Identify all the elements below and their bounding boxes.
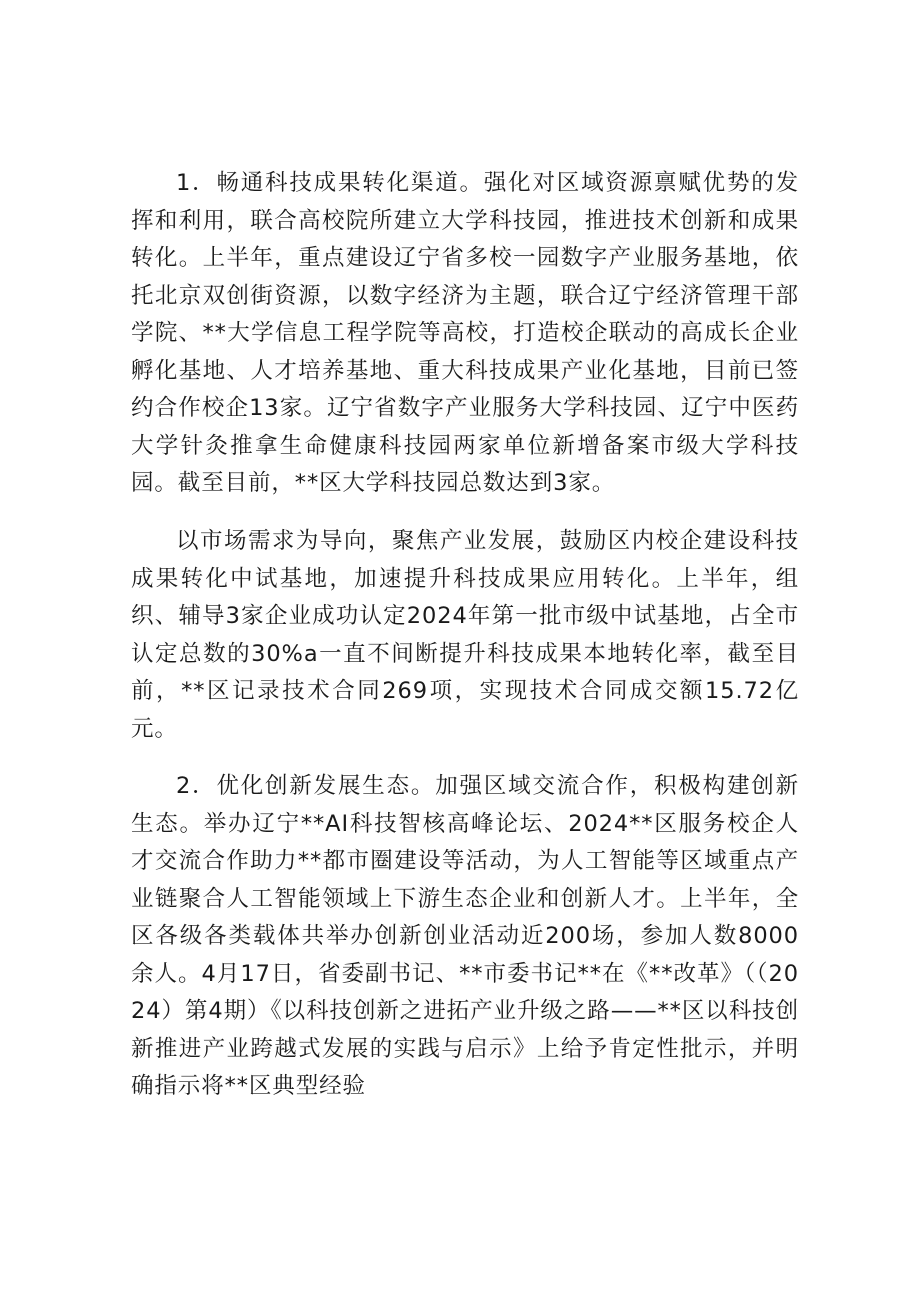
paragraph-tech-transfer-channels: 1．畅通科技成果转化渠道。强化对区域资源禀赋优势的发挥和利用，联合高校院所建立大学科技园，推进技术创新和成果转化。上半年，重点建设辽宁省多校一园数字产业服务基地，依托北京双创街资源，以数字经济为主题，联合辽宁经济管理干部学院、**大学信息工程学院等高校，打造校企联动的高成长企业孵化基地、人才培养基地、重大科技成果产业化基地，目前已签约合作校企13家。辽宁省数字产业服务大学科技园、辽宁中医药大学针灸推拿生命健康科技园两家单位新增备案市级大学科技园。截至目前，**区大学科技园总数达到3家。 [131, 170, 799, 496]
paragraph-market-demand: 以市场需求为导向，聚焦产业发展，鼓励区内校企建设科技成果转化中试基地，加速提升科技成果应用转化。上半年，组织、辅导3家企业成功认定2024年第一批市级中试基地，占全市认定总数的30%a一直不间断提升科技成果本地转化率，截至目前，**区记录技术合同269项，实现技术合同成交额15.72亿元。 [131, 528, 799, 742]
paragraph-innovation-ecosystem: 2．优化创新发展生态。加强区域交流合作，积极构建创新生态。举办辽宁**AI科技智核高峰论坛、2024**区服务校企人才交流合作助力**都市圈建设等活动，为人工智能等区域重点产业链聚合人工智能领域上下游生态企业和创新人才。上半年，全区各级各类载体共举办创新创业活动近200场，参加人数8000余人。4月17日，省委副书记、**市委书记**在《**改革》（（2024）第4期）《以科技创新之进拓产业升级之路——**区以科技创新推进产业跨越式发展的实践与启示》上给予肯定性批示，并明确指示将**区典型经验 [131, 773, 799, 1099]
